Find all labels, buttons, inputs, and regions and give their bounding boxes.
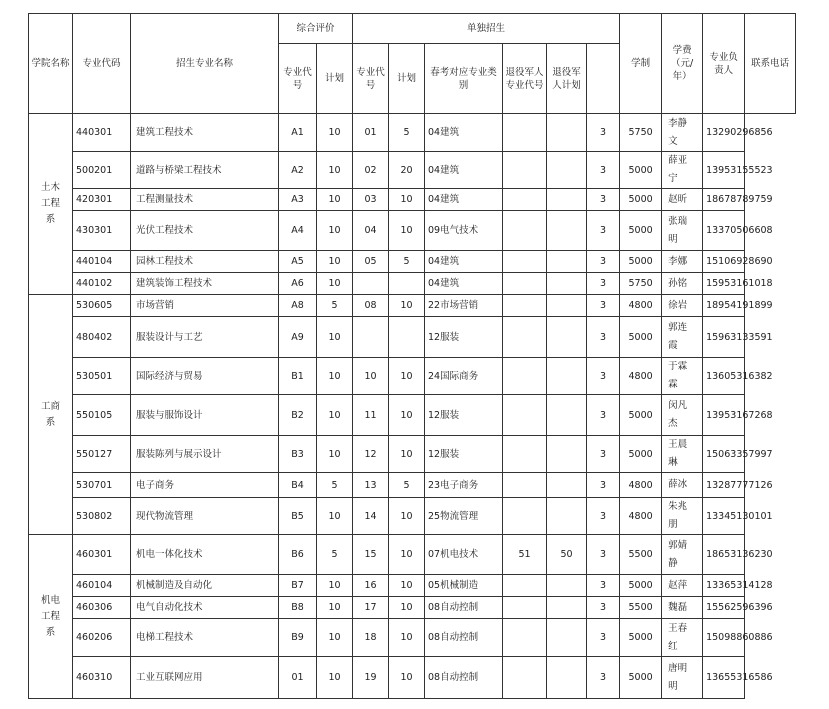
cell-single-code bbox=[353, 317, 389, 358]
cell-major-code: 530701 bbox=[73, 473, 131, 498]
cell-comp-plan: 5 bbox=[317, 535, 353, 575]
cell-comp-plan: 10 bbox=[317, 211, 353, 251]
cell-single-plan: 10 bbox=[389, 657, 425, 699]
cell-comp-code: A3 bbox=[279, 189, 317, 211]
cell-exam-category: 08自动控制 bbox=[425, 597, 503, 619]
cell-phone: 13605316382 bbox=[703, 358, 745, 395]
cell-manager: 王春红 bbox=[662, 619, 703, 657]
cell-years: 3 bbox=[587, 251, 620, 273]
cell-exam-category: 08自动控制 bbox=[425, 619, 503, 657]
table-row bbox=[29, 597, 796, 619]
cell-years: 3 bbox=[587, 295, 620, 317]
cell-manager: 魏磊 bbox=[662, 597, 703, 619]
header-major-name: 招生专业名称 bbox=[131, 14, 279, 114]
header-phone: 联系电话 bbox=[745, 14, 796, 114]
cell-single-code: 08 bbox=[353, 295, 389, 317]
cell-phone: 15963133591 bbox=[703, 317, 745, 358]
cell-manager: 郭连霞 bbox=[662, 317, 703, 358]
cell-single-code: 16 bbox=[353, 575, 389, 597]
cell-tuition: 5000 bbox=[620, 619, 662, 657]
cell-vet-code bbox=[503, 317, 547, 358]
table-row bbox=[29, 395, 796, 436]
cell-manager: 李静文 bbox=[662, 114, 703, 152]
cell-manager: 于霖霖 bbox=[662, 358, 703, 395]
cell-vet-code bbox=[503, 273, 547, 295]
cell-years: 3 bbox=[587, 114, 620, 152]
cell-vet-plan bbox=[547, 575, 587, 597]
cell-tuition: 4800 bbox=[620, 473, 662, 498]
cell-tuition: 4800 bbox=[620, 358, 662, 395]
cell-years: 3 bbox=[587, 657, 620, 699]
table-row bbox=[29, 189, 796, 211]
table-row bbox=[29, 619, 796, 657]
cell-phone: 15953161018 bbox=[703, 273, 745, 295]
cell-manager: 朱兆朋 bbox=[662, 498, 703, 535]
cell-single-code: 05 bbox=[353, 251, 389, 273]
cell-major-name: 服装陈列与展示设计 bbox=[131, 436, 279, 473]
cell-single-plan: 10 bbox=[389, 395, 425, 436]
cell-vet-code bbox=[503, 358, 547, 395]
cell-exam-category: 04建筑 bbox=[425, 273, 503, 295]
cell-comp-code: B5 bbox=[279, 498, 317, 535]
cell-exam-category: 08自动控制 bbox=[425, 657, 503, 699]
cell-phone: 15063357997 bbox=[703, 436, 745, 473]
cell-vet-plan bbox=[547, 498, 587, 535]
cell-vet-code bbox=[503, 295, 547, 317]
header-manager: 专业负责人 bbox=[703, 14, 745, 114]
cell-comp-code: B8 bbox=[279, 597, 317, 619]
cell-major-code: 460206 bbox=[73, 619, 131, 657]
table-row bbox=[29, 358, 796, 395]
cell-single-code: 13 bbox=[353, 473, 389, 498]
cell-major-name: 园林工程技术 bbox=[131, 251, 279, 273]
cell-vet-code bbox=[503, 211, 547, 251]
cell-tuition: 4800 bbox=[620, 295, 662, 317]
cell-major-name: 机电一体化技术 bbox=[131, 535, 279, 575]
cell-major-code: 460104 bbox=[73, 575, 131, 597]
cell-single-plan: 10 bbox=[389, 619, 425, 657]
cell-major-name: 现代物流管理 bbox=[131, 498, 279, 535]
cell-major-code: 550105 bbox=[73, 395, 131, 436]
cell-single-plan: 10 bbox=[389, 358, 425, 395]
cell-major-code: 460310 bbox=[73, 657, 131, 699]
cell-single-plan: 10 bbox=[389, 436, 425, 473]
cell-comp-code: A8 bbox=[279, 295, 317, 317]
cell-major-code: 440102 bbox=[73, 273, 131, 295]
cell-vet-plan bbox=[547, 189, 587, 211]
cell-manager: 赵萍 bbox=[662, 575, 703, 597]
cell-vet-plan bbox=[547, 251, 587, 273]
cell-phone: 13953155523 bbox=[703, 152, 745, 189]
cell-single-code: 01 bbox=[353, 114, 389, 152]
cell-manager: 唐明明 bbox=[662, 657, 703, 699]
cell-comp-code: A9 bbox=[279, 317, 317, 358]
cell-comp-plan: 10 bbox=[317, 597, 353, 619]
table-row bbox=[29, 317, 796, 358]
cell-comp-plan: 5 bbox=[317, 473, 353, 498]
cell-major-name: 电气自动化技术 bbox=[131, 597, 279, 619]
cell-years: 3 bbox=[587, 211, 620, 251]
cell-major-code: 460306 bbox=[73, 597, 131, 619]
cell-single-code: 19 bbox=[353, 657, 389, 699]
cell-phone: 15098860886 bbox=[703, 619, 745, 657]
cell-comp-plan: 10 bbox=[317, 436, 353, 473]
cell-major-name: 工程测量技术 bbox=[131, 189, 279, 211]
cell-major-code: 430301 bbox=[73, 211, 131, 251]
cell-exam-category: 12服装 bbox=[425, 317, 503, 358]
cell-single-plan: 20 bbox=[389, 152, 425, 189]
cell-tuition: 5750 bbox=[620, 114, 662, 152]
cell-single-plan: 5 bbox=[389, 114, 425, 152]
cell-comp-plan: 10 bbox=[317, 114, 353, 152]
cell-single-plan: 10 bbox=[389, 189, 425, 211]
cell-exam-category: 12服装 bbox=[425, 395, 503, 436]
cell-major-code: 420301 bbox=[73, 189, 131, 211]
table-body bbox=[29, 114, 796, 699]
cell-comp-plan: 10 bbox=[317, 273, 353, 295]
cell-comp-code: A6 bbox=[279, 273, 317, 295]
cell-major-code: 530605 bbox=[73, 295, 131, 317]
cell-vet-code bbox=[503, 152, 547, 189]
cell-vet-code bbox=[503, 575, 547, 597]
table-row bbox=[29, 114, 796, 152]
header-single-plan: 计划 bbox=[389, 44, 425, 114]
cell-phone: 18653136230 bbox=[703, 535, 745, 575]
cell-manager: 徐岩 bbox=[662, 295, 703, 317]
cell-manager: 张瑞明 bbox=[662, 211, 703, 251]
cell-single-plan: 10 bbox=[389, 575, 425, 597]
cell-years: 3 bbox=[587, 575, 620, 597]
cell-comp-code: A2 bbox=[279, 152, 317, 189]
cell-vet-plan bbox=[547, 152, 587, 189]
table-row bbox=[29, 535, 796, 575]
cell-major-code: 480402 bbox=[73, 317, 131, 358]
cell-tuition: 5000 bbox=[620, 251, 662, 273]
cell-exam-category: 09电气技术 bbox=[425, 211, 503, 251]
cell-single-plan: 10 bbox=[389, 535, 425, 575]
cell-years: 3 bbox=[587, 535, 620, 575]
document-page bbox=[28, 13, 795, 709]
header-tuition: 学费（元/年） bbox=[662, 14, 703, 114]
cell-manager: 李娜 bbox=[662, 251, 703, 273]
cell-exam-category: 05机械制造 bbox=[425, 575, 503, 597]
header-single: 单独招生 bbox=[353, 14, 620, 44]
cell-single-code: 15 bbox=[353, 535, 389, 575]
cell-tuition: 5000 bbox=[620, 395, 662, 436]
cell-exam-category: 04建筑 bbox=[425, 189, 503, 211]
cell-tuition: 4800 bbox=[620, 498, 662, 535]
cell-exam-category: 23电子商务 bbox=[425, 473, 503, 498]
cell-vet-plan bbox=[547, 358, 587, 395]
department-name: 土木工程系 bbox=[29, 114, 73, 295]
table-row bbox=[29, 657, 796, 699]
header-comprehensive: 综合评价 bbox=[279, 14, 353, 44]
cell-comp-code: A4 bbox=[279, 211, 317, 251]
cell-comp-code: B6 bbox=[279, 535, 317, 575]
cell-vet-plan bbox=[547, 619, 587, 657]
cell-vet-code bbox=[503, 436, 547, 473]
cell-single-plan: 5 bbox=[389, 251, 425, 273]
cell-tuition: 5000 bbox=[620, 317, 662, 358]
cell-major-name: 道路与桥梁工程技术 bbox=[131, 152, 279, 189]
cell-single-code: 03 bbox=[353, 189, 389, 211]
cell-single-code: 11 bbox=[353, 395, 389, 436]
table-row bbox=[29, 273, 796, 295]
table-row bbox=[29, 152, 796, 189]
cell-years: 3 bbox=[587, 436, 620, 473]
cell-comp-code: B4 bbox=[279, 473, 317, 498]
cell-single-plan: 10 bbox=[389, 295, 425, 317]
cell-years: 3 bbox=[587, 395, 620, 436]
cell-major-code: 440301 bbox=[73, 114, 131, 152]
cell-tuition: 5500 bbox=[620, 597, 662, 619]
cell-comp-plan: 10 bbox=[317, 395, 353, 436]
cell-single-plan bbox=[389, 317, 425, 358]
table-header bbox=[29, 14, 796, 114]
table-row bbox=[29, 473, 796, 498]
cell-single-code bbox=[353, 273, 389, 295]
cell-single-plan: 10 bbox=[389, 211, 425, 251]
cell-comp-plan: 10 bbox=[317, 498, 353, 535]
cell-tuition: 5000 bbox=[620, 189, 662, 211]
cell-manager: 赵昕 bbox=[662, 189, 703, 211]
cell-comp-code: B1 bbox=[279, 358, 317, 395]
cell-exam-category: 25物流管理 bbox=[425, 498, 503, 535]
department-name: 工商系 bbox=[29, 295, 73, 535]
cell-comp-plan: 10 bbox=[317, 251, 353, 273]
cell-vet-code bbox=[503, 657, 547, 699]
header-years: 学制 bbox=[620, 14, 662, 114]
cell-comp-code: B9 bbox=[279, 619, 317, 657]
cell-exam-category: 04建筑 bbox=[425, 152, 503, 189]
department-name: 机电工程系 bbox=[29, 535, 73, 699]
cell-major-name: 国际经济与贸易 bbox=[131, 358, 279, 395]
cell-phone: 13290296856 bbox=[703, 114, 745, 152]
cell-phone: 13365314128 bbox=[703, 575, 745, 597]
cell-vet-code bbox=[503, 114, 547, 152]
header-vet-plan: 退役军人计划 bbox=[547, 44, 587, 114]
header-vet-code: 退役军人专业代号 bbox=[503, 44, 547, 114]
cell-exam-category: 04建筑 bbox=[425, 251, 503, 273]
table-row bbox=[29, 575, 796, 597]
cell-comp-plan: 10 bbox=[317, 189, 353, 211]
cell-manager: 王晨琳 bbox=[662, 436, 703, 473]
cell-major-code: 530501 bbox=[73, 358, 131, 395]
cell-vet-plan bbox=[547, 211, 587, 251]
cell-phone: 15562596396 bbox=[703, 597, 745, 619]
cell-years: 3 bbox=[587, 317, 620, 358]
cell-vet-code bbox=[503, 395, 547, 436]
cell-single-code: 12 bbox=[353, 436, 389, 473]
cell-vet-code: 51 bbox=[503, 535, 547, 575]
cell-single-code: 17 bbox=[353, 597, 389, 619]
cell-vet-plan bbox=[547, 436, 587, 473]
cell-single-plan bbox=[389, 273, 425, 295]
cell-exam-category: 24国际商务 bbox=[425, 358, 503, 395]
cell-comp-plan: 10 bbox=[317, 657, 353, 699]
cell-tuition: 5000 bbox=[620, 657, 662, 699]
cell-major-code: 530802 bbox=[73, 498, 131, 535]
cell-major-name: 光伏工程技术 bbox=[131, 211, 279, 251]
cell-comp-plan: 5 bbox=[317, 295, 353, 317]
header-exam-category: 春考对应专业类别 bbox=[425, 44, 503, 114]
cell-vet-plan bbox=[547, 295, 587, 317]
cell-exam-category: 12服装 bbox=[425, 436, 503, 473]
cell-comp-code: B2 bbox=[279, 395, 317, 436]
cell-major-code: 550127 bbox=[73, 436, 131, 473]
cell-manager: 薛冰 bbox=[662, 473, 703, 498]
cell-vet-plan bbox=[547, 657, 587, 699]
cell-comp-plan: 10 bbox=[317, 152, 353, 189]
cell-years: 3 bbox=[587, 152, 620, 189]
header-single-code: 专业代号 bbox=[353, 44, 389, 114]
cell-tuition: 5000 bbox=[620, 436, 662, 473]
header-comp-code: 专业代号 bbox=[279, 44, 317, 114]
cell-manager: 闵凡杰 bbox=[662, 395, 703, 436]
cell-vet-code bbox=[503, 498, 547, 535]
cell-major-name: 机械制造及自动化 bbox=[131, 575, 279, 597]
cell-vet-plan bbox=[547, 597, 587, 619]
cell-comp-plan: 10 bbox=[317, 575, 353, 597]
cell-single-plan: 10 bbox=[389, 498, 425, 535]
cell-phone: 13953167268 bbox=[703, 395, 745, 436]
cell-major-code: 460301 bbox=[73, 535, 131, 575]
cell-years: 3 bbox=[587, 498, 620, 535]
cell-phone: 15106928690 bbox=[703, 251, 745, 273]
cell-tuition: 5500 bbox=[620, 535, 662, 575]
cell-major-code: 500201 bbox=[73, 152, 131, 189]
header-major-code: 专业代码 bbox=[73, 14, 131, 114]
cell-phone: 13287777126 bbox=[703, 473, 745, 498]
cell-single-code: 14 bbox=[353, 498, 389, 535]
enrollment-table bbox=[28, 13, 796, 699]
cell-vet-plan bbox=[547, 273, 587, 295]
cell-vet-plan bbox=[547, 473, 587, 498]
cell-tuition: 5000 bbox=[620, 575, 662, 597]
cell-major-name: 建筑工程技术 bbox=[131, 114, 279, 152]
cell-phone: 18954191899 bbox=[703, 295, 745, 317]
cell-major-code: 440104 bbox=[73, 251, 131, 273]
cell-comp-plan: 10 bbox=[317, 358, 353, 395]
cell-major-name: 工业互联网应用 bbox=[131, 657, 279, 699]
table-row bbox=[29, 211, 796, 251]
cell-phone: 13655316586 bbox=[703, 657, 745, 699]
cell-tuition: 5750 bbox=[620, 273, 662, 295]
cell-phone: 13345130101 bbox=[703, 498, 745, 535]
cell-years: 3 bbox=[587, 619, 620, 657]
cell-manager: 孙铭 bbox=[662, 273, 703, 295]
cell-major-name: 服装设计与工艺 bbox=[131, 317, 279, 358]
cell-years: 3 bbox=[587, 189, 620, 211]
cell-phone: 18678789759 bbox=[703, 189, 745, 211]
header-comp-plan: 计划 bbox=[317, 44, 353, 114]
cell-single-code: 18 bbox=[353, 619, 389, 657]
table-row bbox=[29, 436, 796, 473]
cell-major-name: 服装与服饰设计 bbox=[131, 395, 279, 436]
cell-comp-code: B7 bbox=[279, 575, 317, 597]
cell-major-name: 建筑装饰工程技术 bbox=[131, 273, 279, 295]
cell-single-plan: 10 bbox=[389, 597, 425, 619]
cell-single-code: 10 bbox=[353, 358, 389, 395]
cell-single-code: 04 bbox=[353, 211, 389, 251]
cell-tuition: 5000 bbox=[620, 211, 662, 251]
cell-exam-category: 22市场营销 bbox=[425, 295, 503, 317]
cell-years: 3 bbox=[587, 273, 620, 295]
cell-major-name: 电子商务 bbox=[131, 473, 279, 498]
cell-exam-category: 07机电技术 bbox=[425, 535, 503, 575]
cell-vet-code bbox=[503, 189, 547, 211]
cell-vet-code bbox=[503, 251, 547, 273]
cell-vet-plan: 50 bbox=[547, 535, 587, 575]
cell-vet-plan bbox=[547, 317, 587, 358]
cell-years: 3 bbox=[587, 358, 620, 395]
table-row bbox=[29, 251, 796, 273]
cell-single-plan: 5 bbox=[389, 473, 425, 498]
cell-comp-code: 01 bbox=[279, 657, 317, 699]
cell-phone: 13370506608 bbox=[703, 211, 745, 251]
header-college: 学院名称 bbox=[29, 14, 73, 114]
cell-vet-code bbox=[503, 473, 547, 498]
cell-vet-code bbox=[503, 597, 547, 619]
cell-comp-code: B3 bbox=[279, 436, 317, 473]
cell-vet-code bbox=[503, 619, 547, 657]
cell-major-name: 市场营销 bbox=[131, 295, 279, 317]
cell-comp-plan: 10 bbox=[317, 317, 353, 358]
cell-manager: 郭婧静 bbox=[662, 535, 703, 575]
cell-vet-plan bbox=[547, 395, 587, 436]
cell-comp-code: A5 bbox=[279, 251, 317, 273]
cell-single-code: 02 bbox=[353, 152, 389, 189]
cell-major-name: 电梯工程技术 bbox=[131, 619, 279, 657]
table-row bbox=[29, 498, 796, 535]
cell-exam-category: 04建筑 bbox=[425, 114, 503, 152]
cell-vet-plan bbox=[547, 114, 587, 152]
cell-tuition: 5000 bbox=[620, 152, 662, 189]
cell-comp-code: A1 bbox=[279, 114, 317, 152]
table-row bbox=[29, 295, 796, 317]
cell-years: 3 bbox=[587, 473, 620, 498]
cell-manager: 薛亚宁 bbox=[662, 152, 703, 189]
cell-comp-plan: 10 bbox=[317, 619, 353, 657]
cell-years: 3 bbox=[587, 597, 620, 619]
